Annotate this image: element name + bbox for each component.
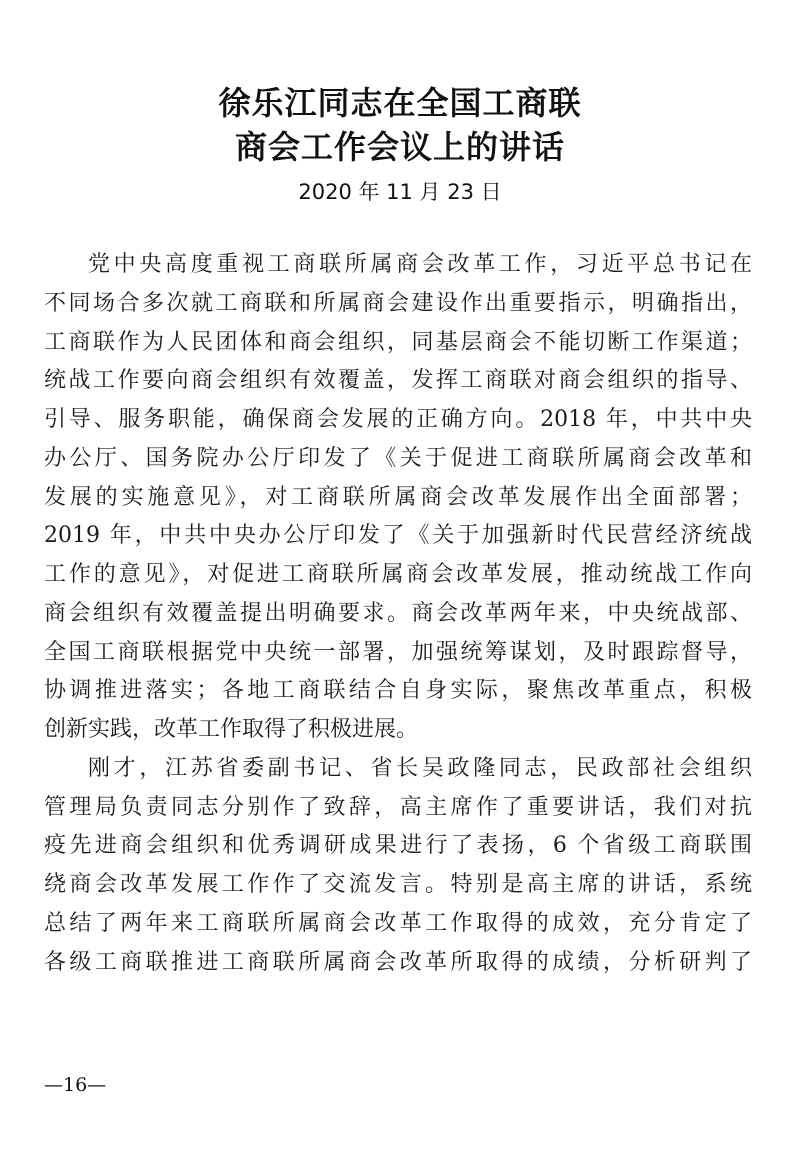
- paragraph-2-line: 管理局负责同志分别作了致辞，高主席作了重要讲话，我们对抗: [44, 794, 752, 820]
- document-title-line-2: 商会工作会议上的讲话: [234, 128, 565, 166]
- paragraph-2-line: 疫先进商会组织和优秀调研成果进行了表扬，6 个省级工商联围: [44, 833, 752, 859]
- paragraph-1-line: 创新实践，改革工作取得了积极进展。: [44, 717, 419, 742]
- document-date: 2020 年 11 月 23 日: [298, 180, 502, 204]
- paragraph-1-line: 全国工商联根据党中央统一部署，加强统筹谋划，及时跟踪督导，: [44, 639, 752, 665]
- document-title-line-1: 徐乐江同志在全国工商联: [218, 84, 582, 122]
- paragraph-1-line: 办公厅、国务院办公厅印发了《关于促进工商联所属商会改革和: [44, 445, 752, 471]
- paragraph-1-line: 商会组织有效覆盖提出明确要求。商会改革两年来，中央统战部、: [44, 600, 752, 626]
- paragraph-1-line: 党中央高度重视工商联所属商会改革工作，习近平总书记在: [88, 252, 752, 277]
- paragraph-1-line: 2019 年，中共中央办公厅印发了《关于加强新时代民营经济统战: [44, 523, 752, 549]
- paragraph-1-line: 工作的意见》，对促进工商联所属商会改革发展，推动统战工作向: [44, 562, 752, 587]
- paragraph-1-line: 工商联作为人民团体和商会组织，同基层商会不能切断工作渠道；: [44, 329, 752, 355]
- paragraph-1-line: 发展的实施意见》，对工商联所属商会改革发展作出全面部署；: [44, 484, 752, 510]
- paragraph-2-line: 各级工商联推进工商联所属商会改革所取得的成绩，分析研判了: [44, 949, 752, 975]
- page-number: —16—: [44, 1074, 107, 1096]
- paragraph-1-line: 统战工作要向商会组织有效覆盖，发挥工商联对商会组织的指导、: [44, 368, 752, 394]
- document-body: [44, 246, 752, 982]
- paragraph-1-line: 不同场合多次就工商联和所属商会建设作出重要指示，明确指出，: [44, 290, 752, 316]
- paragraph-2-line: 刚才，江苏省委副书记、省长吴政隆同志，民政部社会组织: [88, 755, 752, 781]
- paragraph-1-line: 引导、服务职能，确保商会发展的正确方向。2018 年，中共中央: [44, 407, 752, 432]
- paragraph-2-line: 总结了两年来工商联所属商会改革工作取得的成效，充分肯定了: [44, 910, 752, 936]
- paragraph-1-line: 协调推进落实；各地工商联结合自身实际，聚焦改革重点，积极: [44, 678, 752, 704]
- paragraph-2-line: 绕商会改革发展工作作了交流发言。特别是高主席的讲话，系统: [44, 872, 752, 897]
